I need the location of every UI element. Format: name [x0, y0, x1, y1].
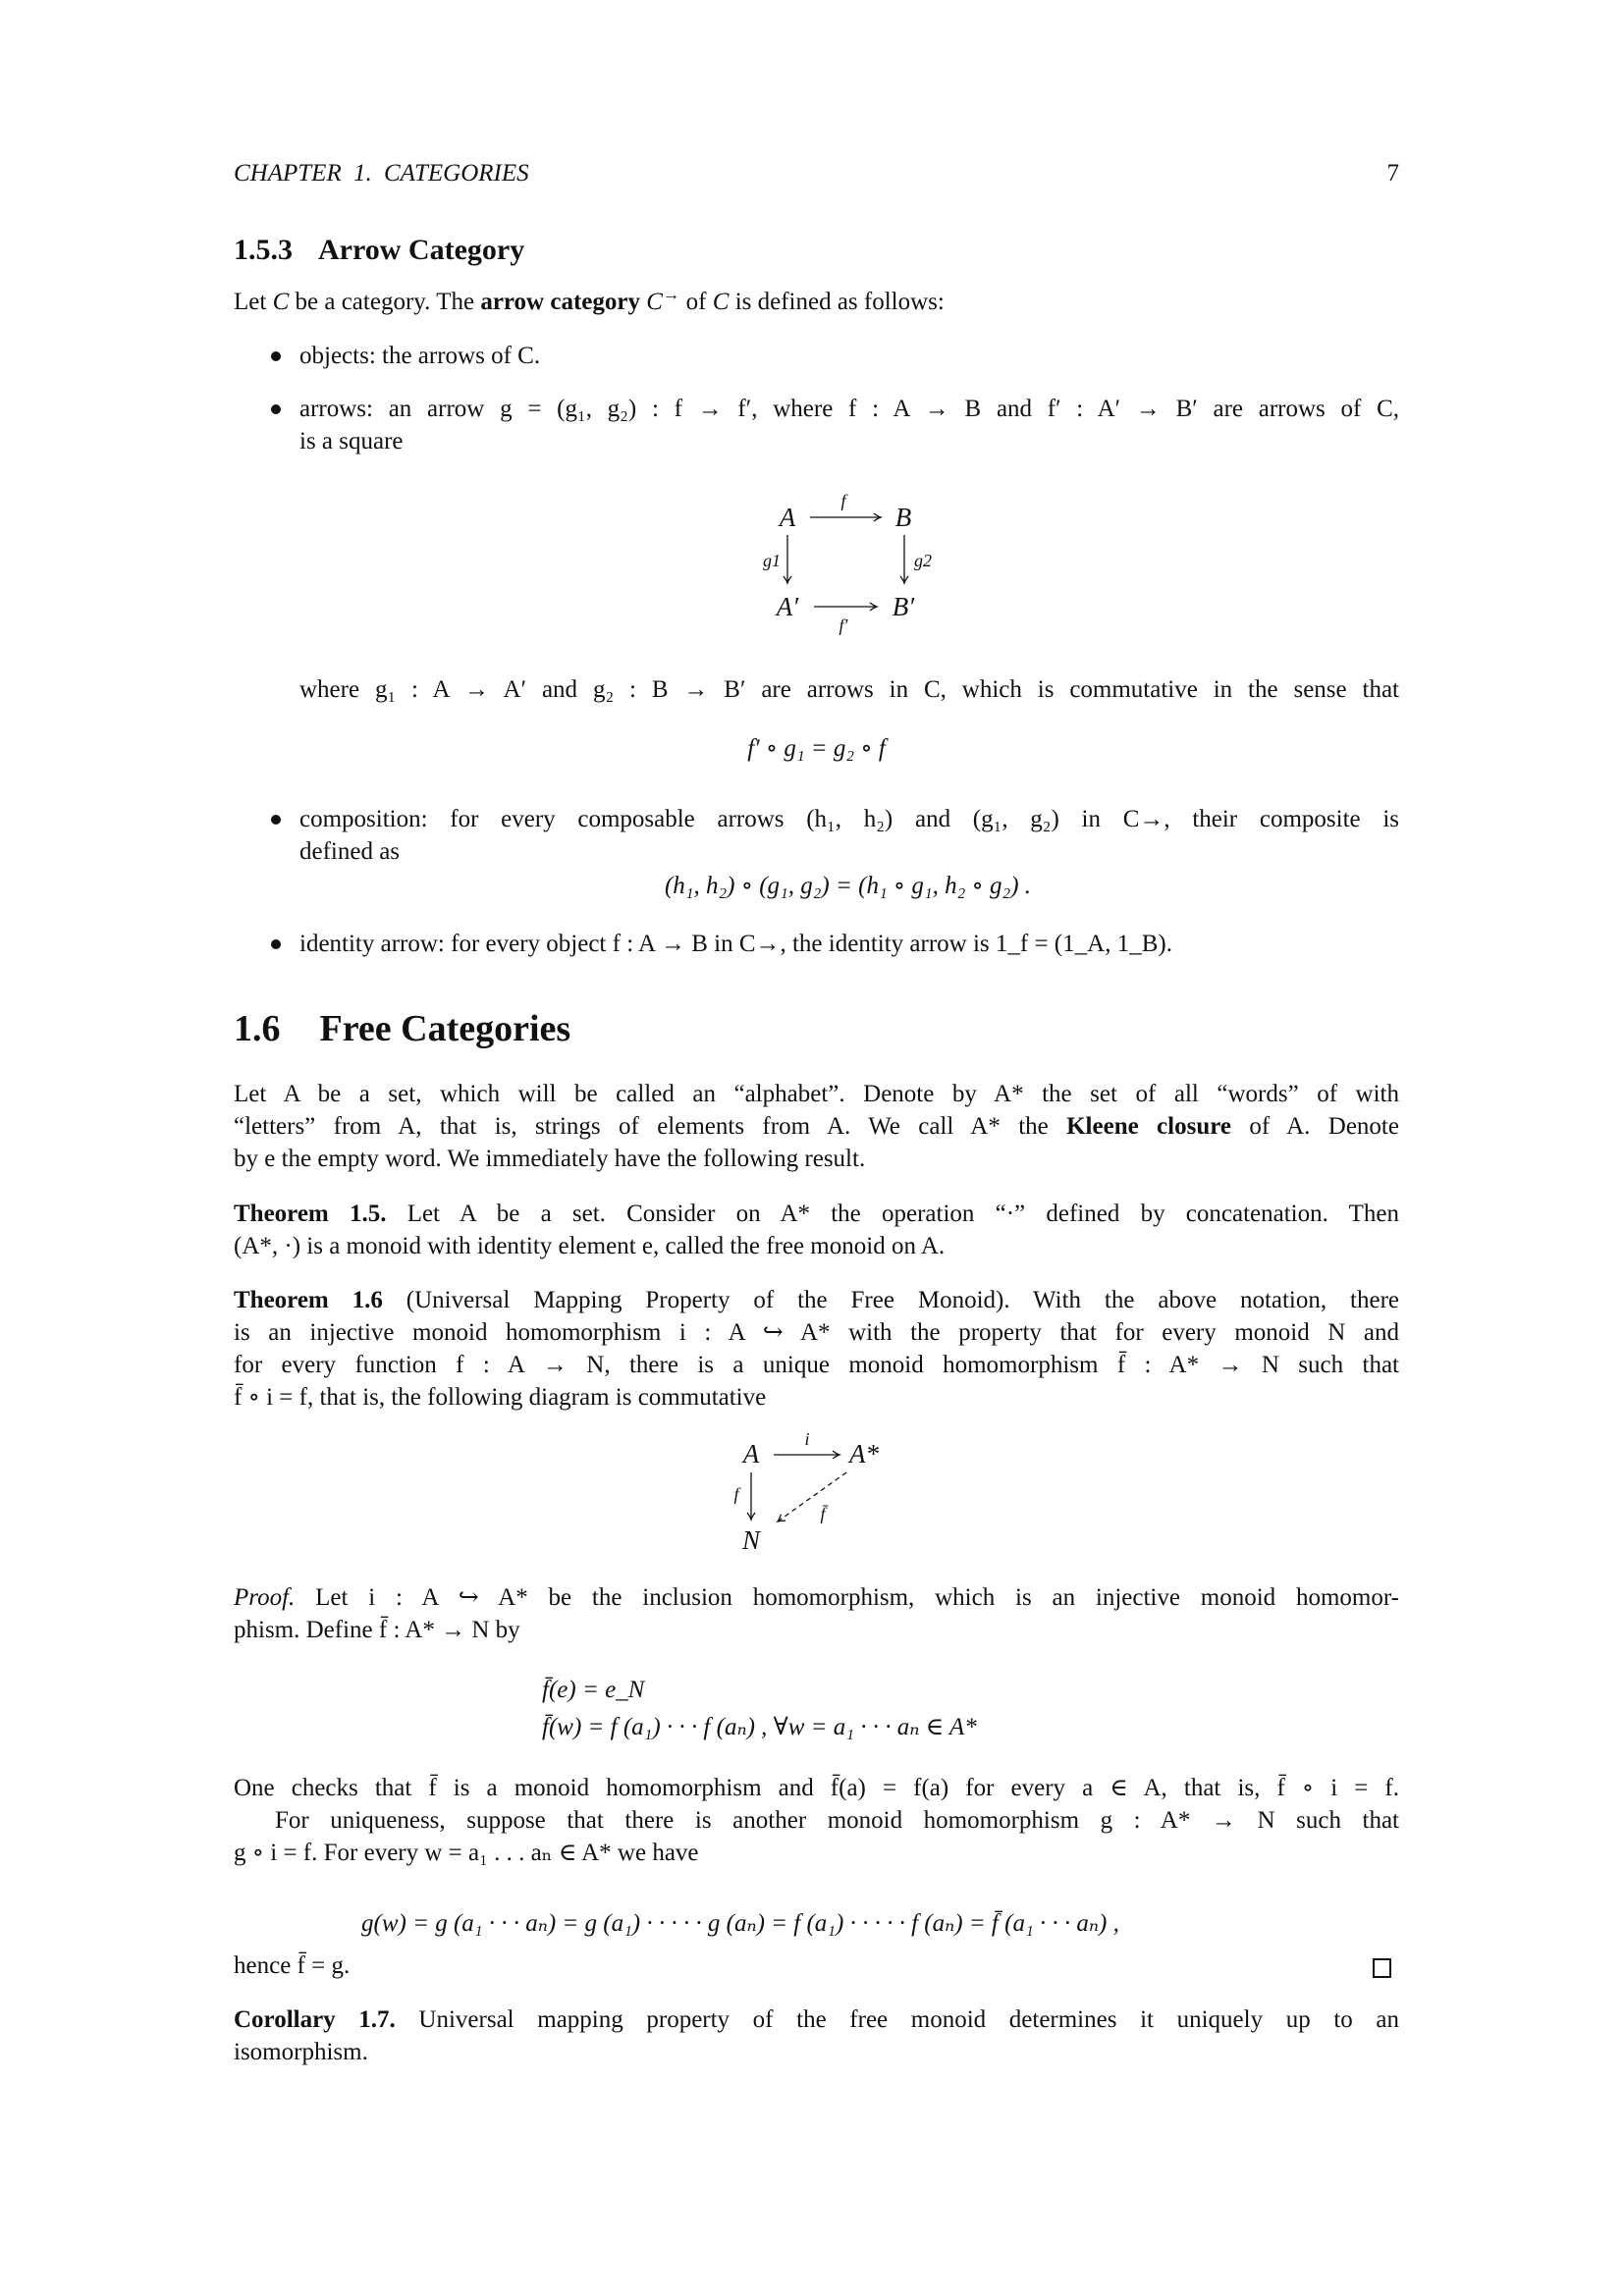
bullet-icon: [271, 351, 281, 361]
math-c: C: [712, 289, 730, 315]
label-g2: g2: [914, 551, 932, 570]
node-b-prime: B′: [892, 592, 915, 621]
node-a: A: [742, 1439, 760, 1468]
bullet-arrows-line2: is a square: [299, 428, 404, 454]
label-g1: g1: [763, 551, 781, 570]
theorem-label: Theorem 1.5.: [234, 1201, 387, 1227]
corollary-label: Corollary 1.7.: [234, 2006, 396, 2033]
theorem-1-6-line3: for every function f : A → N, there is a unique monoid homomorphism f̄ : A* → N such that: [234, 1352, 1399, 1378]
arrow-f-bar: [778, 1472, 846, 1522]
intro-text: is defined as follows:: [729, 289, 945, 315]
hence-line: hence f̄ = g.: [234, 1952, 351, 1979]
theorem-1-6-line2: is an injective monoid homomorphism i : A ↪ A* with the property that for every monoid N and: [234, 1319, 1399, 1346]
alphabet-para-line1: Let A be a set, which will be called an “alphabet”. Denote by A* the set of all “words” of with: [234, 1081, 1399, 1107]
intro-text: Let: [234, 289, 273, 315]
label-i: i: [804, 1429, 810, 1449]
subsection-title: Arrow Category: [318, 234, 525, 266]
node-a-star: A*: [849, 1439, 879, 1468]
uniqueness-line2: g ∘ i = f. For every w = a₁ . . . aₙ ∈ A* we have: [234, 1840, 699, 1866]
subsection-heading: [234, 233, 524, 268]
theorem-1-6-line1: [234, 1286, 1399, 1315]
intro-text: of: [679, 289, 713, 315]
label-f-bar: f̄: [820, 1504, 826, 1523]
proof-text: Let i : A ↪ A* be the inclusion homomorphism, which is an injective monoid homomor-: [295, 1584, 1399, 1611]
bullet-icon: [271, 939, 281, 949]
running-header: CHAPTER 1. CATEGORIES: [234, 160, 529, 187]
definition-equation-1: f̄(e) = e_N: [542, 1677, 645, 1703]
proof-line2: phism. Define f̄ : A* → N by: [234, 1617, 520, 1643]
corollary-line2: isomorphism.: [234, 2039, 368, 2065]
corollary-text: Universal mapping property of the free monoid determines it uniquely up to an: [395, 2006, 1399, 2033]
term-kleene-closure: Kleene closure: [1066, 1113, 1231, 1140]
node-a-prime: A′: [776, 592, 799, 621]
para-text: of A. Denote: [1230, 1113, 1399, 1140]
math-c: C: [272, 289, 290, 315]
math-c: C: [639, 289, 663, 315]
bullet-composition-line2: defined as: [299, 838, 401, 865]
composition-equation: (h₁, h₂) ∘ (g₁, g₂) = (h₁ ∘ g₁, h₂ ∘ g₂) .: [664, 873, 1032, 899]
uniqueness-line1: For uniqueness, suppose that there is another monoid homomorphism g : A* → N such that: [275, 1807, 1399, 1834]
where-line: where g₁ : A → A′ and g₂ : B → B′ are arrows in C, which is commutative in the sense that: [299, 676, 1399, 703]
theorem-1-5-line1: [234, 1200, 1399, 1229]
section-heading: [234, 1007, 570, 1050]
qed-box-icon: [1373, 1958, 1391, 1978]
proof-label: Proof.: [234, 1584, 296, 1611]
label-f: f: [733, 1484, 739, 1504]
uniqueness-equation: g(w) = g (a₁ · · · aₙ) = g (a₁) · · · · · g (aₙ) = f (a₁) · · · · · f (aₙ) = f̄ (a₁ · · · aₙ) ,: [361, 1910, 1119, 1937]
theorem-1-6-line4: f̄ ∘ i = f, that is, the following diagram is commutative: [234, 1384, 767, 1411]
node-b: B: [894, 503, 912, 532]
alphabet-para-line3: by e the empty word. We immediately have the following result.: [234, 1146, 866, 1172]
theorem-1-5-line2: (A*, ·) is a monoid with identity element e, called the free monoid on A.: [234, 1233, 946, 1259]
commutative-equation: f′ ∘ g₁ = g₂ ∘ f: [747, 735, 886, 762]
checks-line: One checks that f̄ is a monoid homomorphism and f̄(a) = f(a) for every a ∈ A, that is, f̄ ∘ i = f.: [234, 1775, 1399, 1801]
theorem-label: Theorem 1.6: [234, 1287, 383, 1313]
theorem-text: (Universal Mapping Property of the Free Monoid). With the above notation, there: [382, 1287, 1399, 1313]
bullet-objects: objects: the arrows of C.: [299, 343, 541, 369]
node-n: N: [741, 1525, 761, 1555]
label-f: f: [840, 491, 846, 510]
subsection-number: 1.5.3: [234, 234, 293, 266]
bullet-arrows-line1: arrows: an arrow g = (g₁, g₂) : f → f′, where f : A → B and f′ : A′ → B′ are arrows of C,: [299, 396, 1399, 422]
para-text: “letters” from A, that is, strings of elements from A. We call A* the: [234, 1113, 1067, 1140]
bullet-identity: identity arrow: for every object f : A → B in C→, the identity arrow is 1_f = (1_A, 1_B).: [299, 931, 1172, 957]
alphabet-para-line2: [234, 1112, 1399, 1142]
page-number: 7: [1386, 160, 1399, 187]
bullet-composition-line1: composition: for every composable arrows (h₁, h₂) and (g₁, g₂) in C→, their composite is: [299, 806, 1399, 832]
triangle-diagram: [727, 1423, 943, 1571]
label-f-prime: f′: [839, 615, 848, 635]
bullet-icon: [271, 404, 281, 414]
arrow-category-intro: [234, 284, 945, 317]
section-number: 1.6: [234, 1008, 281, 1049]
term-arrow-category: arrow category: [480, 289, 640, 315]
definition-equation-2: f̄(w) = f (a₁) · · · f (aₙ) , ∀w = a₁ · · · aₙ ∈ A*: [542, 1714, 977, 1740]
intro-text: be a category. The: [289, 289, 481, 315]
node-a: A: [779, 503, 796, 532]
corollary-line1: [234, 2005, 1399, 2035]
proof-line1: [234, 1583, 1399, 1613]
section-title: Free Categories: [319, 1008, 571, 1049]
bullet-icon: [271, 815, 281, 825]
theorem-text: Let A be a set. Consider on A* the operation “·” defined by concatenation. Then: [386, 1201, 1399, 1227]
square-diagram: [727, 481, 962, 648]
math-arrow-sup: →: [662, 284, 680, 304]
